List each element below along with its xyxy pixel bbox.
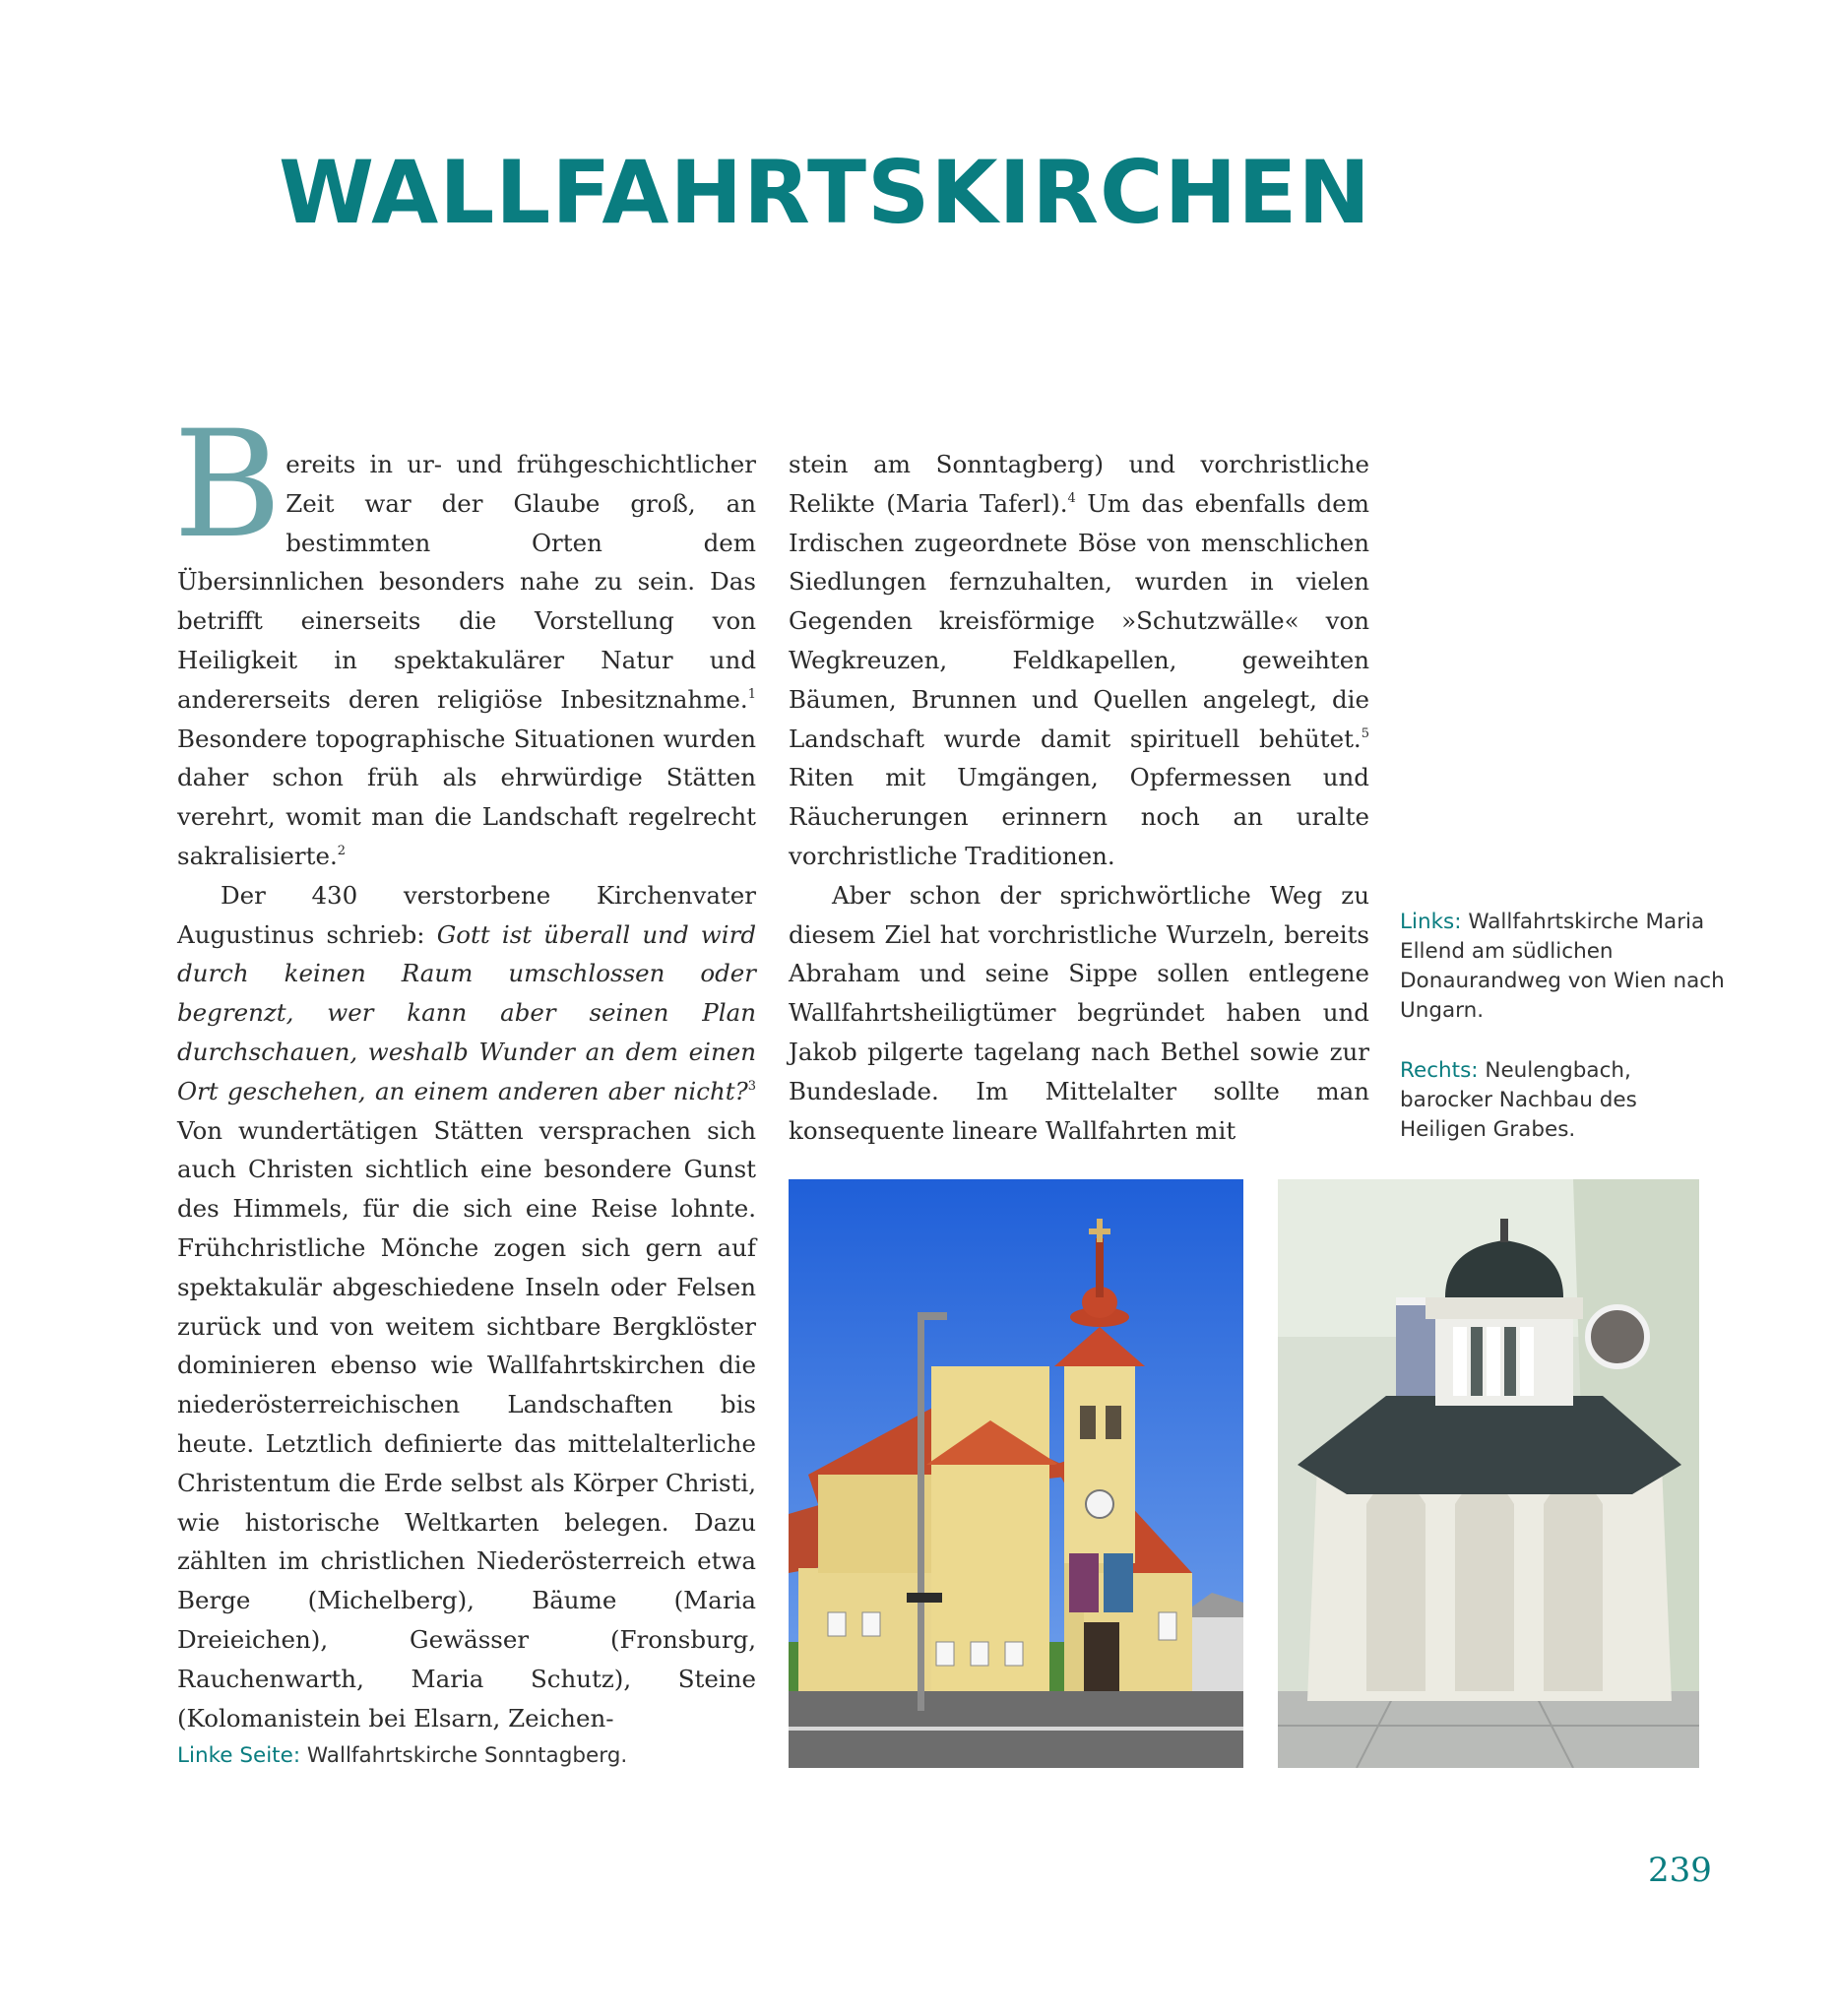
quote: Gott ist überall und wird durch keinen Raum umschlossen oder begrenzt, wer kann aber seinen Plan durchschauen, weshalb Wunder an dem einen Ort geschehen, an einem anderen aber nicht? — [177, 919, 757, 1105]
photo-holy-sepulchre-neulengbach — [1278, 1179, 1699, 1768]
drop-cap: B — [173, 400, 283, 571]
footnote-ref: 4 — [1067, 490, 1076, 506]
text-column-right — [789, 445, 1369, 1150]
footnote-ref: 5 — [1361, 725, 1369, 741]
paragraph: stein am Sonntagberg) und vorchristliche Relikte (Maria Taferl).$^4$ Um das ebenfalls dem Irdischen zugeordnete Böse von menschlichen Siedlungen fernzuhalten, wurden in vielen Gegenden kreisförmige »Schutzwälle« von Wegkreuzen, Feldkapellen, geweihten Bäumen, Brunnen und Quellen angelegt, die Landschaft wurde damit spirituell behütet.$^5$ Riten mit Umgängen, Opfermessen und Räucherungen erinnern noch an uralte vorchristliche Traditionen. — [789, 450, 1369, 870]
caption-right-photo: Rechts: Neulengbach, barocker Nachbau des Heiligen Grabes. — [1400, 1058, 1637, 1142]
caption-left-photo: Links: Wallfahrtskirche Maria Ellend am südlichen Donaurandweg von Wien nach Ungarn. — [1400, 910, 1725, 1023]
caption-previous-page: Linke Seite: Wallfahrtskirche Sonntagberg. — [177, 1743, 628, 1768]
text-column-left — [173, 400, 757, 1737]
page-title: WALLFAHRTSKIRCHEN — [279, 142, 1372, 243]
footnote-ref: 3 — [747, 1078, 756, 1094]
paragraph: Bereits in ur- und frühgeschichtlicher Zeit war der Glaube groß, an bestimmten Orten dem Übersinnlichen besonders nahe zu sein. Das betrifft einerseits die Vorstellung von Heiligkeit in spektakulärer Natur und andererseits deren religiöse Inbesitznahme.$^1$ Besondere topographische Situationen wurden daher schon früh als ehrwürdige Stätten verehrt, womit man die Landschaft regelrecht sakralisierte.$^2$ — [173, 400, 756, 870]
footnote-ref: 1 — [747, 686, 756, 702]
page-number: 239 — [1648, 1851, 1712, 1890]
church-illustration — [789, 1179, 1243, 1768]
footnote-ref: 2 — [337, 843, 347, 858]
chapel-illustration — [1278, 1179, 1699, 1768]
paragraph: Der 430 verstorbene Kirchenvater Augustinus schrieb: Gott ist überall und wird durch keinen Raum umschlossen oder begrenzt, wer kann aber seinen Plan durchschauen, weshalb Wunder an dem einen Ort geschehen, an einem anderen aber nicht?$^3$ Von wundertätigen Stätten versprachen sich auch Christen sichtlich eine besondere Gunst des Himmels, für die sich eine Reise lohnte. Frühchristliche Mönche zogen sich gern auf spektakulär abgeschiedene Inseln oder Felsen zurück und von weitem sichtbare Bergklöster dominieren ebenso wie Wallfahrtskirchen die niederösterreichischen Landschaften bis heute. Letztlich definierte das mittelalterliche Christentum die Erde selbst als Körper Christi, wie historische Weltkarten belegen. Dazu zählten im christlichen Niederösterreich etwa Berge (Michelberg), Bäume (Maria Dreieichen), Gewässer (Fronsburg, Rauchenwarth, Maria Schutz), Steine (Kolomanistein bei Elsarn, Zeichen- — [177, 880, 757, 1732]
paragraph: Aber schon der sprichwörtliche Weg zu diesem Ziel hat vorchristliche Wurzeln, bereits Abraham und seine Sippe sollen entlegene Wallfahrtsheiligtümer begründet haben und Jakob pilgerte tagelang nach Bethel sowie zur Bundeslade. Im Mittelalter sollte man konsequente lineare Wallfahrten mit — [789, 880, 1369, 1145]
photo-maria-ellend-church — [789, 1179, 1243, 1768]
